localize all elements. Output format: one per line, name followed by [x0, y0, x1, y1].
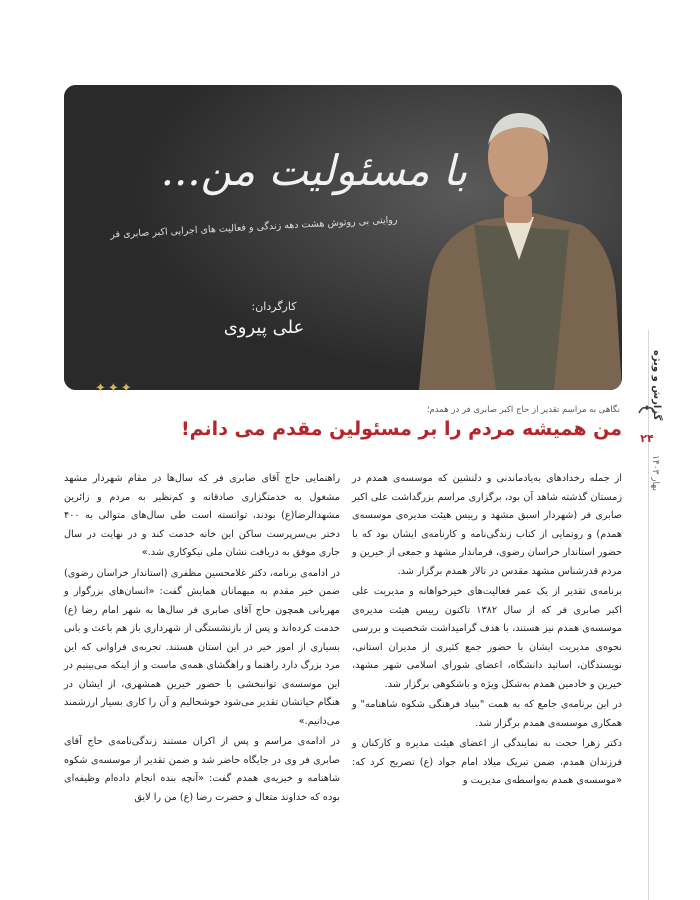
article-column-right [352, 470, 622, 791]
article-photo [64, 85, 622, 390]
publication-logo-icon [637, 403, 657, 415]
paragraph: از جمله رخدادهای به‌یادماندنی و دلنشین که موسسه‌ی همدم در زمستان گذشته شاهد آن بود، برگزاری مراسم بزرگداشت علی اکبر صابری فر (شهردار اسبق مشهد و رییس هیئت مدیره‌ی موسسه‌ی همدم) و رونمایی از کتاب زندگی‌نامه و کارنامه‌ی ایشان بود که با حضور استاندار خراسان رضوی، فرماندار مشهد و جمعی از خیرین و مردم قدرشناس مشهد مقدس در تالار همدم برگزار شد. [352, 473, 622, 577]
director-label: کارگردان: [251, 300, 297, 313]
backdrop-subtitle: روایتی بی روتوش هشت دهه زندگی و فعالیت های اجرایی اکبر صابری فر [110, 214, 398, 241]
paragraph: در ادامه‌ی برنامه، دکتر غلامحسین مظفری (استاندار خراسان رضوی) ضمن خیر مقدم به میهمانان همایش گفت: «انسان‌های بزرگوار و مهربانی همچون حاج آقای صابری فر سال‌ها به شهر امام رضا (ع) خدمت کرده‌اند و پس از بازنشستگی از شهرداری باز هم باعث و بانی بسیاری از امور خیر در این استان هستند. تجربه‌ی فراوانی که این مرد بزرگ دارد راهنما و راهگشای همه‌ی ماست و از اینکه می‌بینیم در این موسسه‌ی توانبخشی با حضور خیرین همشهری، از ایشان در هنگام حیاتشان تقدیر می‌شود خوشحالیم و آن را کاری بسیار ارزشمند می‌دانیم.» [64, 567, 340, 727]
director-name: علی پیروی [223, 317, 305, 338]
headline: من همیشه مردم را بر مسئولین مقدم می دانم! [180, 418, 622, 440]
decorative-stars: ✦✦✦ [95, 381, 134, 396]
headline-kicker: نگاهی به مراسم تقدیر از حاج اکبر صابری فر در همدم؛ [426, 405, 620, 415]
section-label: گزارش و ویژه [651, 350, 662, 421]
paragraph: دکتر زهرا حجت به نمایندگی از اعضای هیئت مدیره و کارکنان و فرزندان همدم، ضمن تبریک میلاد امام جواد (ع) تصریح کرد که: «موسسه‌ی همدم به‌واسطه‌ی مدیریت و [352, 738, 622, 786]
paragraph: راهنمایی حاج آقای صابری فر که سال‌ها در مقام شهردار مشهد مشغول به خدمتگزاری صادقانه و کم‌نظیر به مردم و زائرین مشهدالرضا(ع) بودند، توانسته است طی سال‌های متوالی به ۴۰۰ دختر بی‌سرپرست ساکن این خانه خدمت کند و در نهایت در سال جاری موفق به دریافت نشان ملی نیکوکاری شد.» [64, 473, 340, 558]
page-number: ۲۴ [640, 432, 654, 445]
paragraph: در ادامه‌ی مراسم و پس از اکران مستند زندگی‌نامه‌ی حاج آقای صابری فر وی در جایگاه حاضر شد و ضمن تقدیر از موسسه‌ی شکوه شاهنامه و خیریه‌ی همدم گفت: «آنچه بنده انجام داده‌ام وظیفه‌ای بوده که خداوند متعال و حضرت رضا (ع) من را لایق [64, 736, 340, 803]
paragraph: در این برنامه‌ی جامع که به همت "بنیاد فرهنگی شکوه شاهنامه" و همکاری موسسه‌ی همدم برگزار شد. [352, 699, 622, 729]
paragraph: برنامه‌ی تقدیر از یک عمر فعالیت‌های خیرخواهانه و مدیریت علی اکبر صابری فر که از سال ۱۳۸۲ تاکنون رییس هیئت مدیره‌ی موسسه‌ی همدم نیز هستند، با هدف گرامیداشت شخصیت و بررسی نحوه‌ی مدیریت ایشان با حضور جمع کثیری از مدیران استانی، نویسندگان، اساتید دانشگاه، اعضای شورای اسلامی شهر مشهد، خیرین و خادمین همدم به‌شکل ویژه و باشکوهی برگزار شد. [352, 586, 622, 690]
issue-label: بهار ۱۴۰۳ [650, 455, 660, 491]
backdrop-title: با مسئولیت من... [160, 146, 468, 195]
article-column-left [64, 470, 340, 807]
